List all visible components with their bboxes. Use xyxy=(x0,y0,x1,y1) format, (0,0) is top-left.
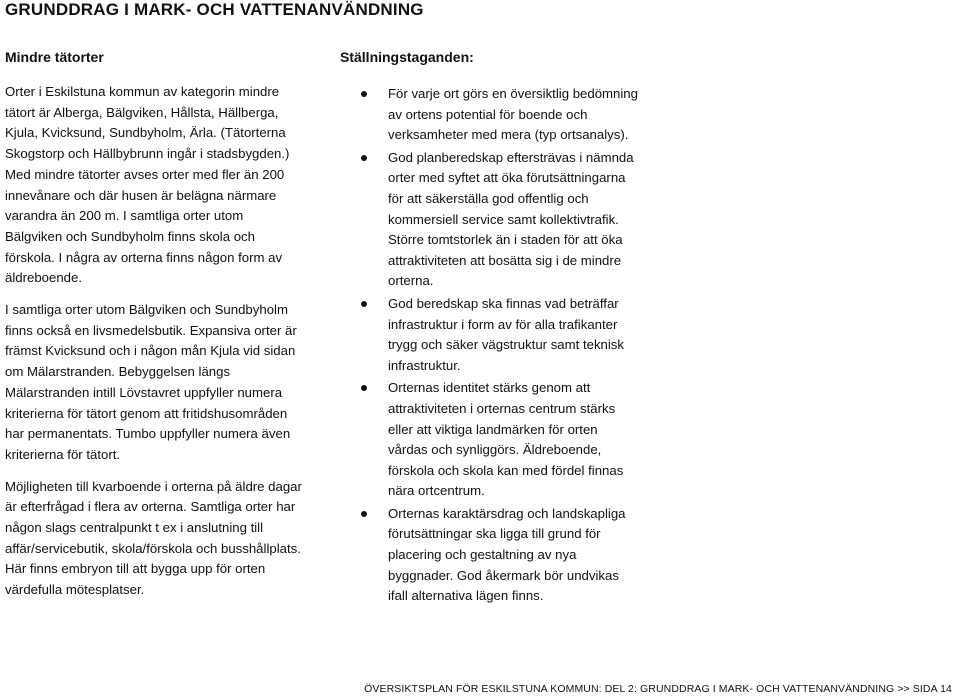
list-item xyxy=(340,504,640,607)
list-item xyxy=(340,378,640,502)
bullet-icon xyxy=(361,91,367,97)
list-item xyxy=(340,84,640,146)
left-column xyxy=(5,47,303,612)
list-item xyxy=(340,148,640,292)
list-item-text: God beredskap ska finnas vad beträffar infrastruktur i form av för alla trafikanter trygg och säker vägstruktur samt teknisk infrastruktur. xyxy=(388,295,624,373)
right-column xyxy=(340,47,640,609)
list-item-text: God planberedskap eftersträvas i nämnda orter med syftet att öka förutsättningarna för att säkerställa god offentlig och kommersiell service samt kollektivtrafik. Större tomtstorlek än i staden för att öka attraktiviteten att bosätta sig i de mindre orterna. xyxy=(388,149,634,289)
bullet-icon xyxy=(361,301,367,307)
left-heading: Mindre tätorter xyxy=(5,49,104,65)
list-item-text: För varje ort görs en översiktlig bedömning av ortens potential för boende och verksamheter med mera (typ ortsanalys). xyxy=(388,86,638,143)
bullet-icon xyxy=(361,511,367,517)
list-item-text: Orternas karaktärsdrag och landskapliga förutsättningar ska ligga till grund för placering och gestaltning av nya byggnader. God åkermark bör undvikas ifall alternativa lägen finns. xyxy=(388,505,626,604)
bullet-icon xyxy=(361,155,367,161)
paragraph-3: Möjligheten till kvarboende i orterna på äldre dagar är efterfrågad i flera av orterna. Samtliga orter har någon slags centralpunkt t ex i anslutning till affär/servicebutik, skola/förskola och busshållplats. Här finns embryon till att bygga upp för orten värdefulla mötesplatser. xyxy=(5,478,302,598)
paragraph-2: I samtliga orter utom Bälgviken och Sundbyholm finns också en livsmedelsbutik. Expansiva orter är främst Kvicksund och i någon mån Kjula vid sidan om Mälarstranden. Bebyggelsen längs Mälarstranden intill Lövstavret uppfyller numera kriterierna för tätort genom att fritidshusområden har permanentats. Tumbo uppfyller numera även kriterierna för tätort. xyxy=(5,302,297,462)
list-item xyxy=(340,294,640,376)
page-footer: ÖVERSIKTSPLAN FÖR ESKILSTUNA KOMMUN: DEL 2: GRUNDDRAG I MARK- OCH VATTENANVÄNDNING >> SIDA 14 xyxy=(364,683,952,695)
bullet-icon xyxy=(361,385,367,391)
list-item-text: Orternas identitet stärks genom att attraktiviteten i orternas centrum stärks eller att viktiga landmärken för orten vårdas och synliggörs. Äldreboende, förskola och skola kan med fördel finnas nära ortcentrum. xyxy=(388,380,624,499)
bullet-list xyxy=(340,84,640,607)
paragraph-1: Orter i Eskilstuna kommun av kategorin mindre tätort är Alberga, Bälgviken, Hållsta, Hällberga, Kjula, Kvicksund, Sundbyholm, Ärla. (Tätorterna Skogstorp och Hällbybrunn ingår i stadsbygden.) Med mindre tätorter avses orter med fler än 200 innevånare och där husen är belägna närmare varandra än 200 m. I samtliga orter utom Bälgviken och Sundbyholm finns skola och förskola. I några av orterna finns någon form av äldreboende. xyxy=(5,84,290,286)
right-heading: Ställningstaganden: xyxy=(340,49,474,65)
page-title: GRUNDDRAG I MARK- OCH VATTENANVÄNDNING xyxy=(5,0,424,19)
